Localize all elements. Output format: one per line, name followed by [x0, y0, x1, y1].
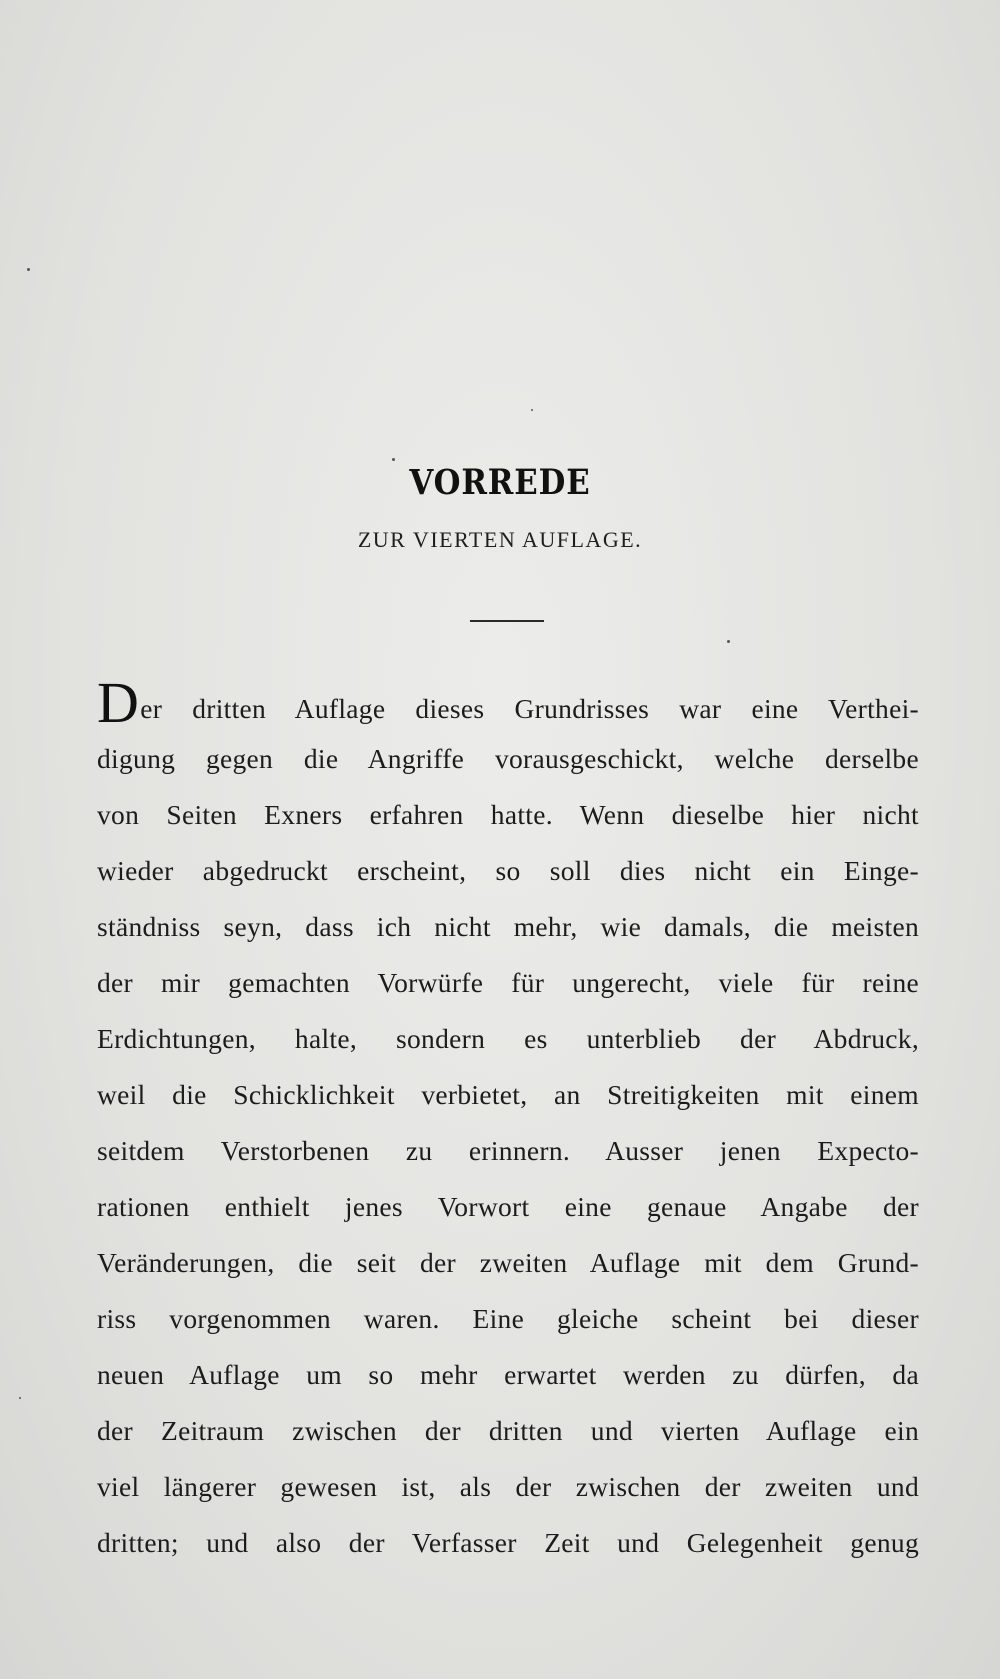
page-subtitle: ZUR VIERTEN AUFLAGE.	[357, 527, 643, 552]
text-line-6: der mir gemachten Vorwürfe für ungerecht, viele für reine	[97, 967, 919, 998]
text-line-8: weil die Schicklichkeit verbietet, an Streitigkeiten mit einem	[97, 1079, 919, 1110]
paper-speck	[392, 458, 395, 461]
drop-cap: D	[97, 670, 140, 735]
section-divider	[470, 620, 544, 622]
paper-speck	[19, 1397, 21, 1399]
text-line-9: seitdem Verstorbenen zu erinnern. Ausser jenen Expecto-	[97, 1135, 919, 1166]
text-line-12: riss vorgenommen waren. Eine gleiche scheint bei dieser	[97, 1303, 919, 1334]
text-line-5: ständniss seyn, dass ich nicht mehr, wie damals, die meisten	[97, 911, 919, 942]
text-line-16: dritten; und also der Verfasser Zeit und Gelegenheit genug	[97, 1527, 919, 1558]
body-text	[97, 670, 919, 1571]
text-line-14: der Zeitraum zwischen der dritten und vierten Auflage ein	[97, 1415, 919, 1446]
text-line-4: wieder abgedruckt erscheint, so soll dies nicht ein Einge-	[97, 855, 919, 886]
text-line-1	[97, 670, 919, 735]
text-line-10: rationen enthielt jenes Vorwort eine genaue Angabe der	[97, 1191, 919, 1222]
text-line-3: von Seiten Exners erfahren hatte. Wenn dieselbe hier nicht	[97, 799, 919, 830]
text-line-2: digung gegen die Angriffe vorausgeschickt, welche derselbe	[97, 743, 919, 774]
paper-speck	[531, 409, 533, 411]
text-line-7: Erdichtungen, halte, sondern es unterblieb der Abdruck,	[97, 1023, 919, 1054]
text-line-15: viel längerer gewesen ist, als der zwischen der zweiten und	[97, 1471, 919, 1502]
paper-speck	[27, 268, 30, 271]
text-line-13: neuen Auflage um so mehr erwartet werden zu dürfen, da	[97, 1359, 919, 1390]
page-title: VORREDE	[409, 462, 591, 503]
text-line-1-content: er dritten Auflage dieses Grundrisses war eine Verthei-	[140, 693, 919, 724]
text-line-11: Veränderungen, die seit der zweiten Auflage mit dem Grund-	[97, 1247, 919, 1278]
paper-speck	[727, 640, 730, 643]
